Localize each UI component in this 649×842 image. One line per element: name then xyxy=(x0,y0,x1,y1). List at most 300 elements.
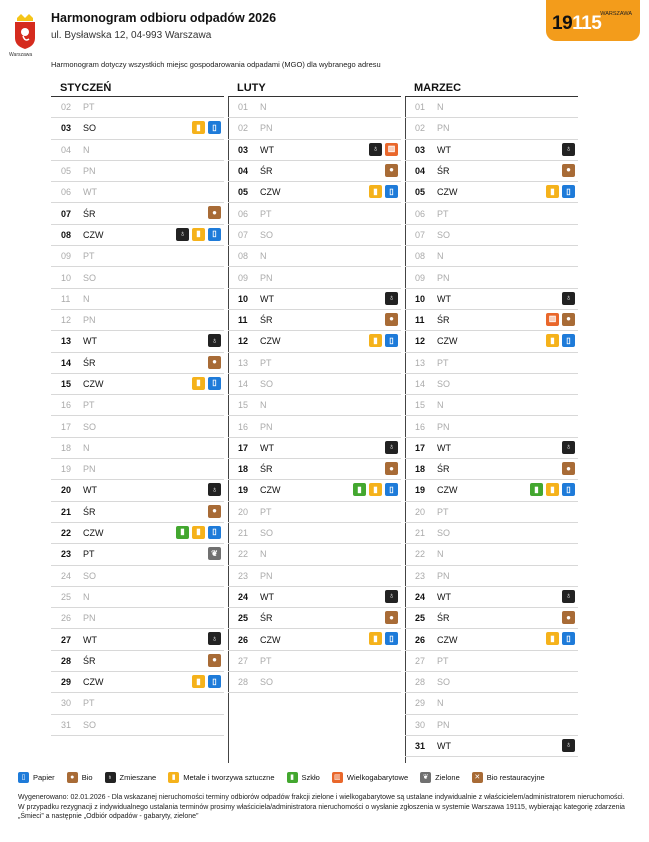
weekday: WT xyxy=(83,634,97,645)
mixed-bag-icon: ♁ xyxy=(385,590,398,603)
weekday: CZW xyxy=(260,485,281,496)
day-row xyxy=(405,523,578,544)
mixed-bag-icon: ♁ xyxy=(562,739,575,752)
day-number: 23 xyxy=(238,570,249,581)
weekday: PT xyxy=(260,506,272,517)
badge-number-a: 19 xyxy=(552,13,573,34)
day-row xyxy=(228,374,401,395)
day-row xyxy=(405,246,578,267)
day-row xyxy=(405,438,578,459)
day-number: 15 xyxy=(238,400,249,411)
day-row xyxy=(405,544,578,565)
waste-icons xyxy=(192,377,221,390)
weekday: ŚR xyxy=(83,208,96,219)
day-number: 21 xyxy=(415,528,426,539)
day-number: 24 xyxy=(61,570,72,581)
day-row xyxy=(228,459,401,480)
weekday: WT xyxy=(437,293,451,304)
day-number: 30 xyxy=(61,698,72,709)
weekday: PN xyxy=(260,570,273,581)
waste-icons xyxy=(562,739,575,752)
day-number: 25 xyxy=(61,591,72,602)
weekday: PT xyxy=(83,549,95,560)
weekday: ŚR xyxy=(260,613,273,624)
day-row xyxy=(51,459,224,480)
day-number: 06 xyxy=(61,187,72,198)
day-row xyxy=(228,502,401,523)
weekday: CZW xyxy=(83,677,104,688)
page-title: Harmonogram odbioru odpadów 2026 xyxy=(51,11,277,25)
bio-apple-icon: ● xyxy=(562,462,575,475)
day-number: 11 xyxy=(61,293,71,304)
day-row xyxy=(405,225,578,246)
weekday: N xyxy=(83,442,90,453)
waste-icons xyxy=(208,654,221,667)
waste-icons xyxy=(385,164,398,177)
weekday: CZW xyxy=(437,485,458,496)
weekday: WT xyxy=(437,741,451,752)
day-row xyxy=(228,289,401,310)
day-number: 27 xyxy=(238,655,249,666)
day-number: 13 xyxy=(415,357,426,368)
waste-icons xyxy=(385,462,398,475)
waste-icons xyxy=(530,483,575,496)
bio-apple-icon: ● xyxy=(562,611,575,624)
day-row xyxy=(405,502,578,523)
day-row xyxy=(405,267,578,288)
day-number: 13 xyxy=(238,357,249,368)
day-row xyxy=(228,566,401,587)
day-number: 16 xyxy=(238,421,249,432)
day-number: 31 xyxy=(415,741,426,752)
day-row xyxy=(51,629,224,650)
day-row xyxy=(228,395,401,416)
day-row xyxy=(228,97,401,118)
mixed-bag-icon: ♁ xyxy=(208,483,221,496)
weekday: WT xyxy=(83,187,97,198)
weekday: WT xyxy=(260,144,274,155)
waste-icons xyxy=(546,632,575,645)
glass-bottle-icon: ▮ xyxy=(287,772,298,783)
day-row xyxy=(405,289,578,310)
weekday: ŚR xyxy=(437,464,450,475)
day-row xyxy=(405,353,578,374)
legend-item-zmieszane xyxy=(105,772,157,783)
weekday: SO xyxy=(260,677,274,688)
weekday: WT xyxy=(437,144,451,155)
weekday: N xyxy=(260,400,267,411)
month-column-february xyxy=(228,79,401,693)
day-row xyxy=(228,480,401,501)
waste-icons xyxy=(369,143,398,156)
waste-icons xyxy=(562,164,575,177)
weekday: PT xyxy=(260,208,272,219)
legend xyxy=(18,772,557,783)
day-number: 26 xyxy=(415,634,426,645)
address: ul. Bysławska 12, 04-993 Warszawa xyxy=(51,30,212,41)
weekday: PN xyxy=(437,719,450,730)
waste-icons xyxy=(562,611,575,624)
mixed-bag-icon: ♁ xyxy=(562,292,575,305)
waste-icons xyxy=(369,334,398,347)
bio-apple-icon: ● xyxy=(385,611,398,624)
weekday: CZW xyxy=(437,187,458,198)
bottle-can-icon: ▮ xyxy=(369,632,382,645)
waste-icons xyxy=(208,356,221,369)
weekday: N xyxy=(260,251,267,262)
day-number: 20 xyxy=(415,506,426,517)
weekday: PN xyxy=(260,123,273,134)
bottle-can-icon: ▮ xyxy=(369,334,382,347)
weekday: N xyxy=(437,102,444,113)
day-number: 02 xyxy=(415,123,426,134)
paper-icon: ▯ xyxy=(385,632,398,645)
weekday: WT xyxy=(83,336,97,347)
day-number: 15 xyxy=(61,379,72,389)
weekday: SO xyxy=(260,379,274,389)
day-row xyxy=(228,161,401,182)
waste-icons xyxy=(546,334,575,347)
weekday: PN xyxy=(437,272,450,283)
legend-label: Wielkogabarytowe xyxy=(346,773,409,782)
day-row xyxy=(51,438,224,459)
day-row xyxy=(405,203,578,224)
day-row xyxy=(51,608,224,629)
weekday: ŚR xyxy=(260,166,273,177)
day-number: 31 xyxy=(61,719,72,730)
weekday: WT xyxy=(437,442,451,453)
waste-icons xyxy=(385,292,398,305)
day-row xyxy=(405,651,578,672)
weekday: WT xyxy=(260,293,274,304)
weekday: ŚR xyxy=(437,315,450,326)
day-number: 05 xyxy=(415,187,426,198)
day-number: 22 xyxy=(61,528,72,539)
weekday: PT xyxy=(83,251,95,262)
day-number: 22 xyxy=(415,549,426,560)
weekday: N xyxy=(260,102,267,113)
weekday: CZW xyxy=(437,336,458,347)
day-number: 06 xyxy=(415,208,426,219)
day-number: 14 xyxy=(238,379,249,389)
day-number: 08 xyxy=(61,229,72,240)
weekday: SO xyxy=(83,570,97,581)
day-row xyxy=(228,416,401,437)
mixed-bag-icon: ♁ xyxy=(369,143,382,156)
day-number: 24 xyxy=(238,591,249,602)
mixed-bag-icon: ♁ xyxy=(105,772,116,783)
paper-icon: ▯ xyxy=(208,121,221,134)
day-row xyxy=(228,118,401,139)
day-row xyxy=(228,672,401,693)
day-number: 04 xyxy=(238,166,249,177)
day-number: 28 xyxy=(61,655,72,666)
day-number: 28 xyxy=(238,677,249,688)
waste-icons xyxy=(353,483,398,496)
bio-apple-icon: ● xyxy=(562,313,575,326)
day-row xyxy=(228,587,401,608)
bio-apple-icon: ● xyxy=(385,313,398,326)
waste-icons xyxy=(562,462,575,475)
waste-icons xyxy=(208,206,221,219)
day-number: 15 xyxy=(415,400,426,411)
day-number: 27 xyxy=(415,655,426,666)
day-row xyxy=(51,246,224,267)
day-row xyxy=(405,416,578,437)
day-row xyxy=(51,203,224,224)
day-number: 29 xyxy=(61,677,72,688)
waste-icons xyxy=(385,590,398,603)
day-row xyxy=(51,587,224,608)
mixed-bag-icon: ♁ xyxy=(385,441,398,454)
bottle-can-icon: ▮ xyxy=(546,632,559,645)
weekday: SO xyxy=(260,229,274,240)
waste-icons xyxy=(208,632,221,645)
day-row xyxy=(51,502,224,523)
warszawa-19115-badge[interactable] xyxy=(546,0,640,41)
day-number: 17 xyxy=(238,442,249,453)
day-number: 26 xyxy=(238,634,249,645)
day-number: 22 xyxy=(238,549,249,560)
paper-icon: ▯ xyxy=(562,483,575,496)
weekday: WT xyxy=(437,591,451,602)
day-number: 03 xyxy=(238,144,249,155)
day-row xyxy=(228,331,401,352)
waste-icons xyxy=(176,526,221,539)
waste-icons xyxy=(369,185,398,198)
mixed-bag-icon: ♁ xyxy=(208,632,221,645)
day-row xyxy=(51,267,224,288)
day-number: 10 xyxy=(61,272,72,283)
legend-item-metale xyxy=(168,772,274,783)
weekday: PT xyxy=(437,655,449,666)
day-number: 12 xyxy=(238,336,249,347)
day-row xyxy=(51,353,224,374)
day-number: 26 xyxy=(61,613,72,624)
day-number: 05 xyxy=(238,187,249,198)
day-number: 01 xyxy=(415,102,426,113)
weekday: ŚR xyxy=(260,315,273,326)
day-number: 01 xyxy=(238,102,249,113)
weekday: CZW xyxy=(83,229,104,240)
bottle-can-icon: ▮ xyxy=(546,185,559,198)
weekday: PN xyxy=(83,613,96,624)
day-row xyxy=(405,693,578,714)
weekday: PN xyxy=(260,272,273,283)
paper-icon: ▯ xyxy=(208,675,221,688)
day-row xyxy=(51,182,224,203)
day-row xyxy=(405,310,578,331)
day-row xyxy=(51,715,224,736)
legend-label: Bio xyxy=(81,773,93,782)
bottle-can-icon: ▮ xyxy=(369,483,382,496)
legend-item-zielone xyxy=(420,772,460,783)
weekday: N xyxy=(437,251,444,262)
day-number: 14 xyxy=(415,379,426,389)
day-row xyxy=(405,161,578,182)
mixed-bag-icon: ♁ xyxy=(562,143,575,156)
day-number: 10 xyxy=(238,293,249,304)
day-row xyxy=(405,566,578,587)
day-number: 08 xyxy=(238,251,249,262)
day-row xyxy=(405,140,578,161)
paper-icon: ▯ xyxy=(208,228,221,241)
day-row xyxy=(51,566,224,587)
bottle-can-icon: ▮ xyxy=(192,377,205,390)
waste-icons xyxy=(385,611,398,624)
day-number: 16 xyxy=(415,421,426,432)
weekday: N xyxy=(83,144,90,155)
day-row xyxy=(51,225,224,246)
day-number: 09 xyxy=(61,251,72,262)
weekday: N xyxy=(437,400,444,411)
day-row xyxy=(51,374,224,395)
day-row xyxy=(51,310,224,331)
bio-apple-icon: ● xyxy=(385,164,398,177)
day-row xyxy=(51,544,224,565)
day-number: 20 xyxy=(61,485,72,496)
legend-item-papier xyxy=(18,772,55,783)
day-row xyxy=(51,97,224,118)
weekday: ŚR xyxy=(437,613,450,624)
waste-icons xyxy=(562,292,575,305)
day-row xyxy=(228,544,401,565)
paper-icon: ▯ xyxy=(208,377,221,390)
bottle-can-icon: ▮ xyxy=(546,483,559,496)
weekday: WT xyxy=(260,442,274,453)
legend-label: Zmieszane xyxy=(119,773,157,782)
day-row xyxy=(228,225,401,246)
weekday: SO xyxy=(437,528,451,539)
day-number: 18 xyxy=(415,464,426,475)
day-row xyxy=(228,608,401,629)
furniture-icon: ▥ xyxy=(332,772,343,783)
legend-item-wielko xyxy=(332,772,408,783)
waste-icons xyxy=(192,675,221,688)
day-number: 03 xyxy=(61,123,72,134)
day-number: 07 xyxy=(415,229,426,240)
bottle-can-icon: ▮ xyxy=(168,772,179,783)
crest-caption: Warszawa xyxy=(9,52,33,58)
day-row xyxy=(405,182,578,203)
bottle-can-icon: ▮ xyxy=(546,334,559,347)
weekday: CZW xyxy=(83,379,104,389)
weekday: PT xyxy=(83,698,95,709)
bio-apple-icon: ● xyxy=(208,206,221,219)
day-row xyxy=(405,672,578,693)
paper-icon: ▯ xyxy=(385,334,398,347)
day-row xyxy=(405,395,578,416)
day-number: 05 xyxy=(61,166,72,177)
day-number: 17 xyxy=(415,442,426,453)
day-number: 04 xyxy=(415,166,426,177)
glass-bottle-icon: ▮ xyxy=(353,483,366,496)
weekday: PN xyxy=(83,166,96,177)
day-number: 07 xyxy=(238,229,249,240)
bio-apple-icon: ● xyxy=(562,164,575,177)
mixed-bag-icon: ♁ xyxy=(208,334,221,347)
day-row xyxy=(228,182,401,203)
waste-icons xyxy=(546,185,575,198)
bottle-can-icon: ▮ xyxy=(192,526,205,539)
day-row xyxy=(51,480,224,501)
furniture-icon: ▥ xyxy=(385,143,398,156)
month-title: LUTY xyxy=(228,79,401,97)
weekday: N xyxy=(437,698,444,709)
day-number: 20 xyxy=(238,506,249,517)
month-title: STYCZEŃ xyxy=(51,79,224,97)
paper-icon: ▯ xyxy=(562,185,575,198)
day-number: 19 xyxy=(415,485,426,496)
weekday: ŚR xyxy=(437,166,450,177)
bottle-can-icon: ▮ xyxy=(192,121,205,134)
day-number: 08 xyxy=(415,251,426,262)
weekday: SO xyxy=(437,379,451,389)
weekday: WT xyxy=(83,485,97,496)
day-row xyxy=(405,97,578,118)
day-number: 19 xyxy=(61,464,72,475)
day-number: 02 xyxy=(61,102,72,113)
day-row xyxy=(228,203,401,224)
weekday: PT xyxy=(437,208,449,219)
day-number: 25 xyxy=(238,613,249,624)
day-number: 29 xyxy=(415,698,426,709)
waste-icons xyxy=(385,313,398,326)
weekday: SO xyxy=(83,123,97,134)
waste-icons xyxy=(208,547,221,560)
day-row xyxy=(228,246,401,267)
waste-icons xyxy=(369,632,398,645)
day-number: 04 xyxy=(61,144,72,155)
badge-number-b: 115 xyxy=(572,13,602,34)
weekday: PN xyxy=(437,570,450,581)
waste-icons xyxy=(208,505,221,518)
day-number: 14 xyxy=(61,357,72,368)
day-row xyxy=(51,672,224,693)
weekday: SO xyxy=(437,677,451,688)
legend-item-bio xyxy=(67,772,93,783)
glass-bottle-icon: ▮ xyxy=(176,526,189,539)
weekday: ŚR xyxy=(83,506,96,517)
weekday: PN xyxy=(260,421,273,432)
day-row xyxy=(51,161,224,182)
day-number: 23 xyxy=(415,570,426,581)
weekday: N xyxy=(83,293,90,304)
day-number: 12 xyxy=(415,336,426,347)
paper-icon: ▯ xyxy=(18,772,29,783)
paper-icon: ▯ xyxy=(562,334,575,347)
day-number: 07 xyxy=(61,208,72,219)
day-row xyxy=(228,140,401,161)
waste-icons xyxy=(546,313,575,326)
day-row xyxy=(405,459,578,480)
paper-icon: ▯ xyxy=(562,632,575,645)
day-row xyxy=(405,118,578,139)
mixed-bag-icon: ♁ xyxy=(385,292,398,305)
weekday: SO xyxy=(83,272,97,283)
weekday: SO xyxy=(83,719,97,730)
bottle-can-icon: ▮ xyxy=(369,185,382,198)
weekday: PT xyxy=(437,357,449,368)
day-row xyxy=(51,416,224,437)
weekday: N xyxy=(260,549,267,560)
weekday: CZW xyxy=(260,634,281,645)
weekday: SO xyxy=(83,421,97,432)
weekday: PN xyxy=(437,123,450,134)
paper-icon: ▯ xyxy=(385,185,398,198)
day-row xyxy=(405,608,578,629)
legend-label: Bio restauracyjne xyxy=(486,773,545,782)
